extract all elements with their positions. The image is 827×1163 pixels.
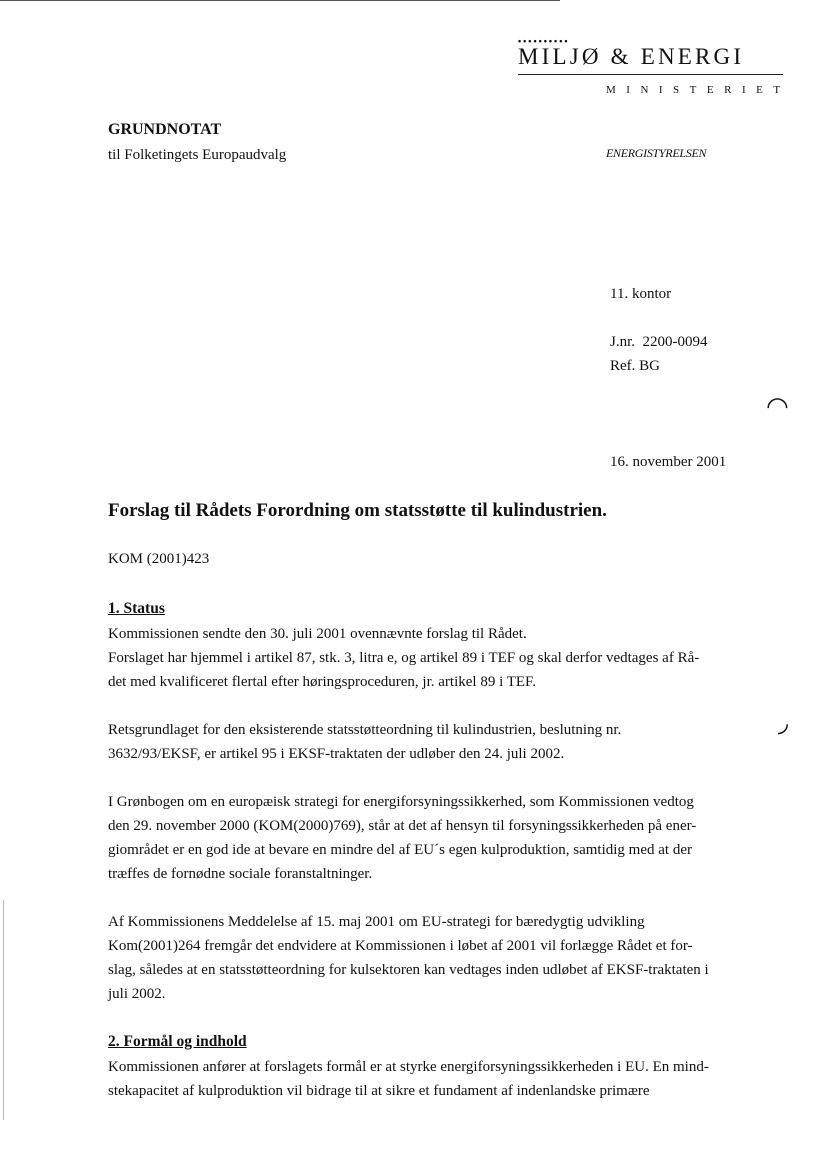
punch-hole-mark: ◠ bbox=[766, 392, 789, 421]
journal-number: J.nr. 2200-0094 bbox=[610, 334, 708, 350]
text-line: træffes de fornødne sociale foranstaltninger. bbox=[108, 866, 373, 882]
scan-edge-line-top bbox=[0, 0, 560, 1]
office-number: 11. kontor bbox=[610, 286, 672, 302]
paragraph bbox=[108, 622, 786, 694]
text-line: Af Kommissionens Meddelelse af 15. maj 2001 om EU-strategi for bæredygtig udvikling bbox=[108, 914, 645, 930]
punch-hole-mark: ◞ bbox=[778, 708, 789, 737]
com-reference: KOM (2001)423 bbox=[108, 551, 210, 567]
section-heading-status: 1. Status bbox=[108, 600, 165, 617]
text-line: I Grønbogen om en europæisk strategi for energiforsyningssikkerhed, som Kommissionen vedtog bbox=[108, 794, 694, 810]
paragraph bbox=[108, 1055, 786, 1103]
logo-divider bbox=[518, 74, 783, 75]
text-line: Retsgrundlaget for den eksisterende statsstøtteordning til kulindustrien, beslutning nr. bbox=[108, 722, 622, 738]
document-title: Forslag til Rådets Forordning om statsstøtte til kulindustrien. bbox=[108, 500, 607, 521]
text-line: Kommissionen sendte den 30. juli 2001 ovennævnte forslag til Rådet. bbox=[108, 626, 527, 642]
ministry-subtitle: MINISTERIET bbox=[606, 84, 791, 96]
brand-dots: •••••••••• bbox=[518, 36, 570, 46]
agency-name: ENERGISTYRELSEN bbox=[606, 146, 707, 160]
text-line: den 29. november 2000 (KOM(2000)769), står at det af hensyn til forsyningssikkerheden på ener- bbox=[108, 818, 697, 834]
text-line: juli 2002. bbox=[108, 986, 166, 1002]
reference: Ref. BG bbox=[610, 358, 660, 374]
paragraph bbox=[108, 718, 786, 766]
paragraph bbox=[108, 790, 786, 886]
text-line: stekapacitet af kulproduktion vil bidrage til at sikre et fundament af indenlandske primære bbox=[108, 1083, 650, 1099]
section-heading-purpose: 2. Formål og indhold bbox=[108, 1033, 247, 1050]
text-line: Kom(2001)264 fremgår det endvidere at Kommissionen i løbet af 2001 vil forlægge Rådet et for- bbox=[108, 938, 693, 954]
recipient: til Folketingets Europaudvalg bbox=[108, 147, 287, 163]
text-line: Forslaget har hjemmel i artikel 87, stk. 3, litra e, og artikel 89 i TEF og skal derfor vedtages af Rå- bbox=[108, 650, 700, 666]
text-line: slag, således at en statsstøtteordning for kulsektoren kan vedtages inden udløbet af EKSF-traktaten i bbox=[108, 962, 709, 978]
document-kind: GRUNDNOTAT bbox=[108, 121, 222, 138]
text-line: 3632/93/EKSF, er artikel 95 i EKSF-traktaten der udløber den 24. juli 2002. bbox=[108, 746, 565, 762]
paragraph bbox=[108, 910, 786, 1006]
text-line: giområdet er en god ide at bevare en mindre del af EU´s egen kulproduktion, samtidig med at der bbox=[108, 842, 692, 858]
text-line: det med kvalificeret flertal efter høringsproceduren, jr. artikel 89 i TEF. bbox=[108, 674, 536, 690]
document-date: 16. november 2001 bbox=[610, 454, 727, 470]
ministry-logo-text: MILJØ & ENERGI bbox=[518, 44, 745, 69]
scan-edge-line-left bbox=[3, 900, 4, 1120]
text-line: Kommissionen anfører at forslagets formål er at styrke energiforsyningssikkerheden i EU. En mind- bbox=[108, 1059, 709, 1075]
